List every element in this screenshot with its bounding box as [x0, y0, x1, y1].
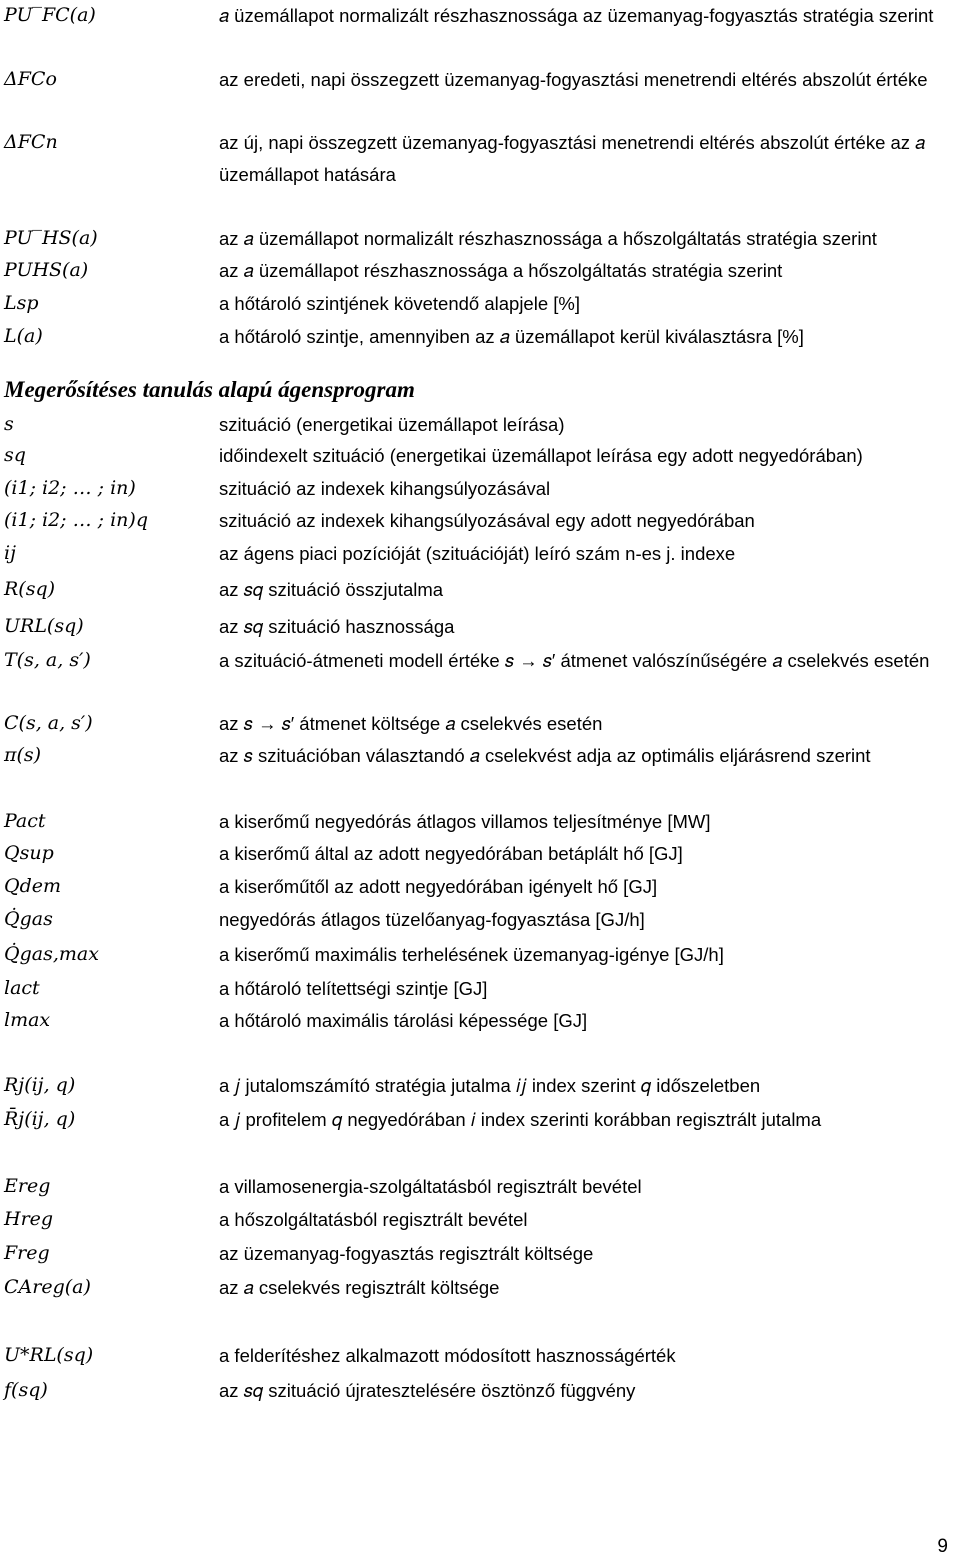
symbol: Qsup: [4, 842, 54, 864]
description: szituáció az indexek kihangsúlyozásával: [219, 478, 551, 499]
symbol: ΔFCn: [4, 131, 58, 153]
symbol: f(sq): [4, 1379, 48, 1401]
symbol: R(sq): [4, 578, 56, 600]
symbol: L(a): [4, 325, 43, 347]
symbol: Ereg: [4, 1175, 51, 1197]
description: az 𝑎 üzemállapot normalizált részhasznossága a hőszolgáltatás stratégia szerint: [219, 228, 877, 249]
description: a felderítéshez alkalmazott módosított hasznosságérték: [219, 1345, 676, 1366]
symbol: CAreg(a): [4, 1276, 91, 1298]
symbol: s: [4, 413, 14, 435]
description: a kiserőműtől az adott negyedórában igényelt hő [GJ]: [219, 876, 658, 897]
description: az 𝑠𝑞 szituáció összjutalma: [219, 579, 444, 600]
description: a 𝑗 jutalomszámító stratégia jutalma 𝑖𝑗 index szerint 𝑞 időszeletben: [219, 1075, 761, 1096]
description: az 𝑠𝑞 szituáció újratesztelésére ösztönző függvény: [219, 1380, 636, 1401]
symbol: Qdem: [4, 875, 61, 897]
symbol: Lsp: [4, 292, 39, 314]
description: az 𝑠 szituációban választandó 𝑎 cselekvést adja az optimális eljárásrend szerint: [219, 745, 871, 766]
description: az 𝑎 cselekvés regisztrált költsége: [219, 1277, 500, 1298]
description: az üzemanyag-fogyasztás regisztrált költsége: [219, 1243, 594, 1264]
description: negyedórás átlagos tüzelőanyag-fogyasztása [GJ/h]: [219, 909, 645, 930]
symbol: Rj(ij, q): [4, 1074, 76, 1096]
symbol: (i1; i2; … ; in): [4, 477, 136, 499]
description: a hőtároló maximális tárolási képessége [GJ]: [219, 1010, 588, 1031]
symbol: ΔFCo: [4, 68, 57, 90]
symbol: lact: [4, 977, 40, 999]
symbol: Q̇gas,max: [4, 943, 99, 965]
description: a kiserőmű negyedórás átlagos villamos teljesítménye [MW]: [219, 811, 711, 832]
description: a kiserőmű maximális terhelésének üzemanyag-igénye [GJ/h]: [219, 944, 724, 965]
page-number: 9: [937, 1536, 948, 1557]
symbol: C(s, a, s′): [4, 712, 93, 734]
description: a hőtároló telítettségi szintje [GJ]: [219, 978, 488, 999]
description: az eredeti, napi összegzett üzemanyag-fogyasztási menetrendi eltérés abszolút értéke: [219, 69, 928, 90]
symbol: sq: [4, 444, 26, 466]
symbol: Hreg: [4, 1208, 54, 1230]
description: a hőtároló szintjének követendő alapjele [%]: [219, 293, 580, 314]
description: az 𝑠𝑞 szituáció hasznossága: [219, 616, 455, 637]
symbol: lmax: [4, 1009, 51, 1031]
description: a kiserőmű által az adott negyedórában betáplált hő [GJ]: [219, 843, 683, 864]
symbol: π(s): [4, 744, 42, 766]
symbol: PU‾FC(a): [4, 4, 96, 26]
description: az 𝑠 → 𝑠′ átmenet költsége 𝑎 cselekvés esetén: [219, 713, 603, 734]
symbol: R̄j(ij, q): [4, 1108, 76, 1130]
description: az ágens piaci pozícióját (szituációját) leíró szám n-es j. indexe: [219, 543, 736, 564]
section-heading: Megerősítéses tanulás alapú ágensprogram: [4, 377, 415, 402]
description: a hőtároló szintje, amennyiben az 𝑎 üzemállapot kerül kiválasztásra [%]: [219, 326, 804, 347]
symbol: ij: [4, 542, 16, 564]
symbol: Pact: [4, 810, 46, 832]
symbol: PU‾HS(a): [4, 227, 98, 249]
symbol: PUHS(a): [4, 259, 89, 281]
description: szituáció (energetikai üzemállapot leírása): [219, 414, 565, 435]
symbol: U*RL(sq): [4, 1344, 94, 1366]
description: 𝑎 üzemállapot normalizált részhasznossága az üzemanyag-fogyasztás stratégia szerint: [219, 5, 934, 26]
symbol: Q̇gas: [4, 908, 53, 930]
symbol: URL(sq): [4, 615, 84, 637]
symbol: T(s, a, s′): [4, 649, 91, 671]
description: a szituáció-átmeneti modell értéke 𝑠 → 𝑠′ átmenet valószínűségére 𝑎 cselekvés esetén: [219, 650, 930, 671]
symbol: Freg: [4, 1242, 50, 1264]
symbol: (i1; i2; … ; in)q: [4, 509, 148, 531]
description: időindexelt szituáció (energetikai üzemállapot leírása egy adott negyedórában): [219, 445, 863, 466]
description: szituáció az indexek kihangsúlyozásával egy adott negyedórában: [219, 510, 755, 531]
description: a 𝑗 profitelem 𝑞 negyedórában 𝑖 index szerinti korábban regisztrált jutalma: [219, 1109, 822, 1130]
description: a villamosenergia-szolgáltatásból regisztrált bevétel: [219, 1176, 642, 1197]
description: a hőszolgáltatásból regisztrált bevétel: [219, 1209, 528, 1230]
description: az 𝑎 üzemállapot részhasznossága a hőszolgáltatás stratégia szerint: [219, 260, 783, 281]
description: az új, napi összegzett üzemanyag-fogyasztási menetrendi eltérés abszolút értéke az 𝑎 üzemállapot hatására: [219, 132, 926, 185]
